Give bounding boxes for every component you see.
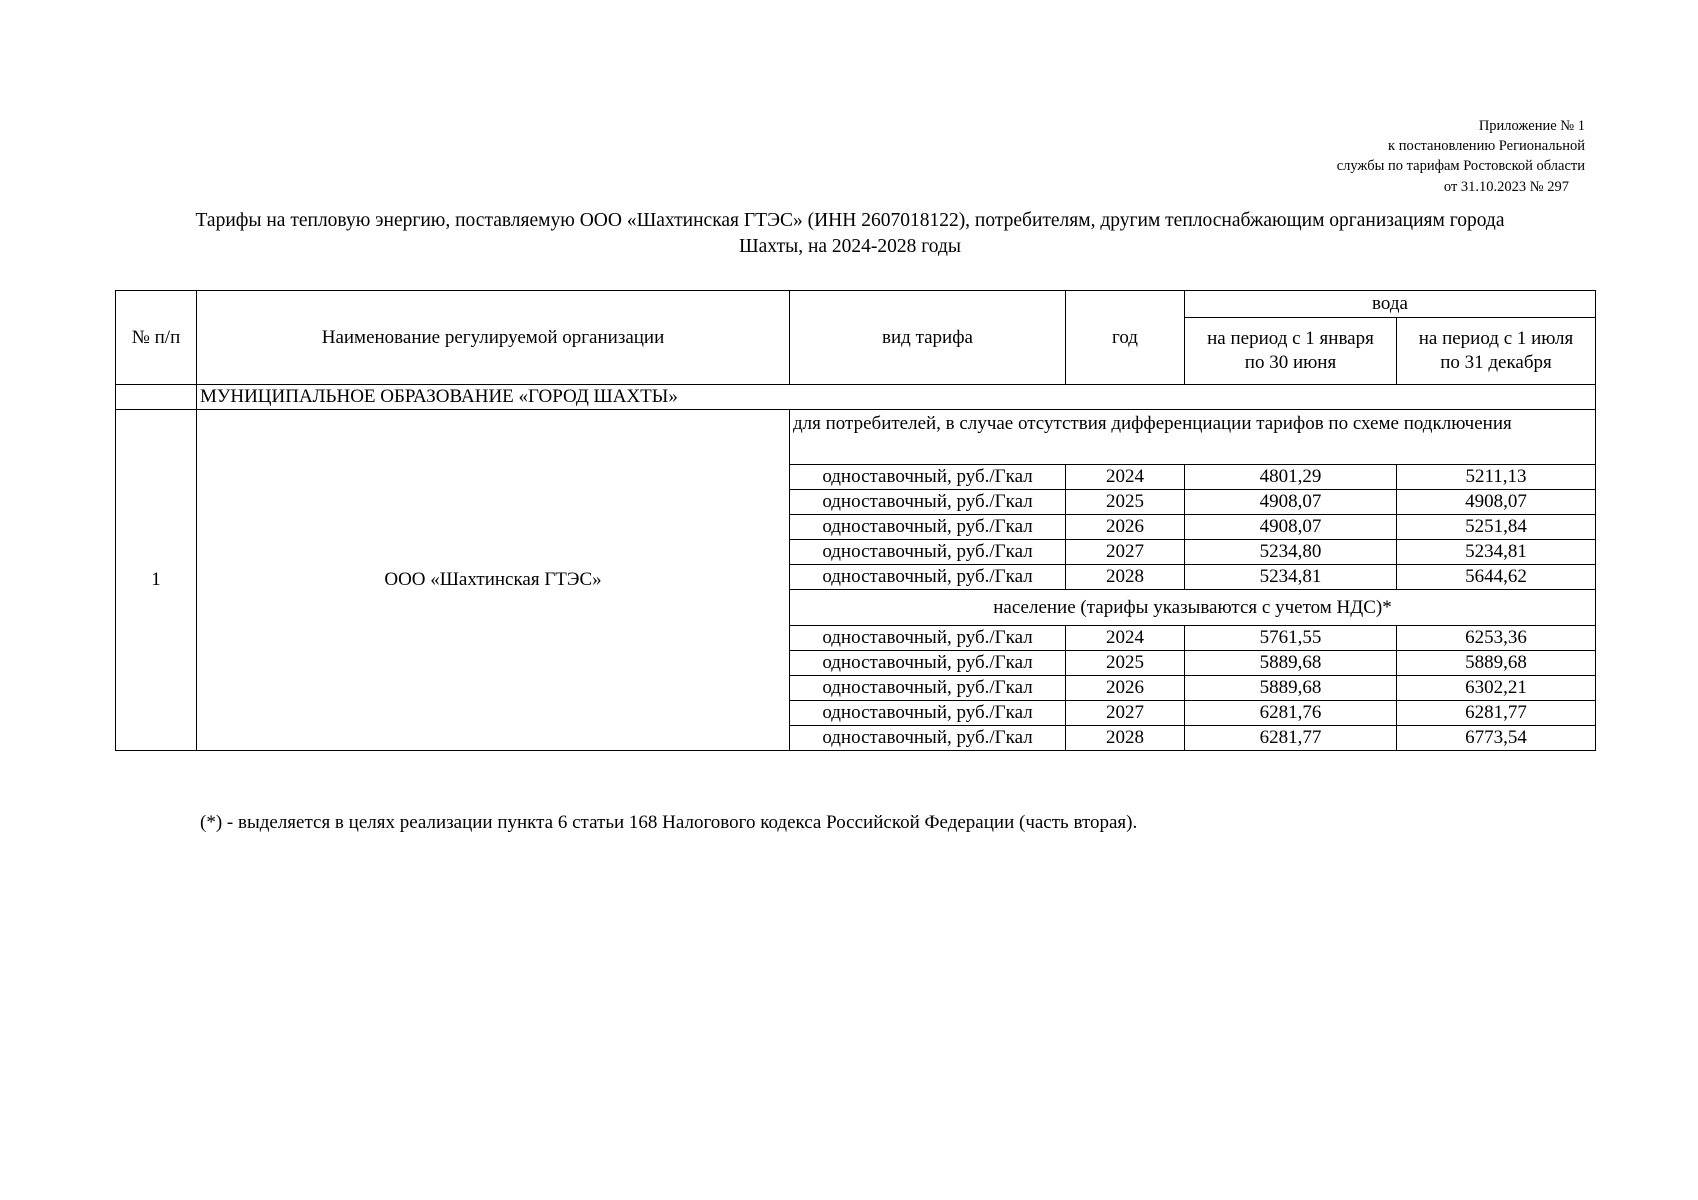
section1-label: для потребителей, в случае отсутствия дифференциации тарифов по схеме подключения [790, 410, 1596, 465]
header-period-1 [1185, 318, 1397, 385]
appendix-line-2: к постановлению Региональной [1388, 138, 1585, 154]
tariff-type-cell: одноставочный, руб./Гкал [790, 726, 1066, 751]
period2-value: 5251,84 [1397, 515, 1596, 540]
header-period-1-line-2: по 30 июня [1244, 352, 1337, 373]
year-cell: 2024 [1066, 626, 1185, 651]
year-cell: 2027 [1066, 540, 1185, 565]
period1-value: 6281,76 [1185, 701, 1397, 726]
tariff-type-cell: одноставочный, руб./Гкал [790, 676, 1066, 701]
appendix-date: от 31.10.2023 № 297 [1443, 179, 1569, 195]
period1-value: 5234,80 [1185, 540, 1397, 565]
period2-value: 5889,68 [1397, 651, 1596, 676]
period2-value: 6773,54 [1397, 726, 1596, 751]
period1-value: 5889,68 [1185, 676, 1397, 701]
period1-value: 4908,07 [1185, 515, 1397, 540]
year-cell: 2026 [1066, 515, 1185, 540]
period2-value: 6253,36 [1397, 626, 1596, 651]
header-num: № п/п [116, 291, 197, 385]
header-period-1-line-1: на период с 1 января [1207, 328, 1374, 349]
appendix-line-3: службы по тарифам Ростовской области [1336, 158, 1585, 174]
organization-name: ООО «Шахтинская ГТЭС» [197, 410, 790, 751]
header-row-1 [116, 291, 1596, 318]
period2-value: 6302,21 [1397, 676, 1596, 701]
title-line-1: Тарифы на тепловую энергию, поставляемую ООО «Шахтинская ГТЭС» (ИНН 2607018122), потребителям, другим теплоснабжающим организациям города [195, 210, 1505, 231]
period1-value: 4801,29 [1185, 465, 1397, 490]
header-water: вода [1185, 291, 1596, 318]
year-cell: 2026 [1066, 676, 1185, 701]
tariff-table [115, 290, 1596, 751]
header-tariff-type: вид тарифа [790, 291, 1066, 385]
header-org: Наименование регулируемой организации [197, 291, 790, 385]
row-number: 1 [116, 410, 197, 751]
year-cell: 2027 [1066, 701, 1185, 726]
period1-value: 5234,81 [1185, 565, 1397, 590]
period2-value: 5211,13 [1397, 465, 1596, 490]
period1-value: 6281,77 [1185, 726, 1397, 751]
appendix-line-1: Приложение № 1 [1478, 118, 1585, 134]
tariff-type-cell: одноставочный, руб./Гкал [790, 540, 1066, 565]
year-cell: 2025 [1066, 651, 1185, 676]
year-cell: 2028 [1066, 726, 1185, 751]
tariff-type-cell: одноставочный, руб./Гкал [790, 465, 1066, 490]
section2-label: население (тарифы указываются с учетом НДС)* [790, 590, 1596, 626]
header-period-2 [1397, 318, 1596, 385]
appendix-block [1337, 116, 1585, 197]
tariff-type-cell: одноставочный, руб./Гкал [790, 565, 1066, 590]
document-title [130, 208, 1570, 260]
period2-value: 4908,07 [1397, 490, 1596, 515]
header-year: год [1066, 291, 1185, 385]
municipality-empty-cell [116, 385, 197, 410]
tariff-type-cell: одноставочный, руб./Гкал [790, 490, 1066, 515]
period2-value: 6281,77 [1397, 701, 1596, 726]
period1-value: 5889,68 [1185, 651, 1397, 676]
title-line-2: Шахты, на 2024-2028 годы [738, 236, 962, 257]
period1-value: 4908,07 [1185, 490, 1397, 515]
period2-value: 5234,81 [1397, 540, 1596, 565]
tariff-type-cell: одноставочный, руб./Гкал [790, 515, 1066, 540]
footnote: (*) - выделяется в целях реализации пункта 6 статьи 168 Налогового кодекса Российской Федерации (часть вторая). [200, 812, 1138, 833]
municipality-name: МУНИЦИПАЛЬНОЕ ОБРАЗОВАНИЕ «ГОРОД ШАХТЫ» [197, 385, 1596, 410]
period2-value: 5644,62 [1397, 565, 1596, 590]
year-cell: 2028 [1066, 565, 1185, 590]
tariff-type-cell: одноставочный, руб./Гкал [790, 701, 1066, 726]
tariff-type-cell: одноставочный, руб./Гкал [790, 626, 1066, 651]
header-period-2-line-1: на период с 1 июля [1418, 328, 1574, 349]
header-period-2-line-2: по 31 декабря [1440, 352, 1552, 373]
year-cell: 2025 [1066, 490, 1185, 515]
tariff-type-cell: одноставочный, руб./Гкал [790, 651, 1066, 676]
year-cell: 2024 [1066, 465, 1185, 490]
municipality-row [116, 385, 1596, 410]
period1-value: 5761,55 [1185, 626, 1397, 651]
section1-label-row [116, 410, 1596, 465]
